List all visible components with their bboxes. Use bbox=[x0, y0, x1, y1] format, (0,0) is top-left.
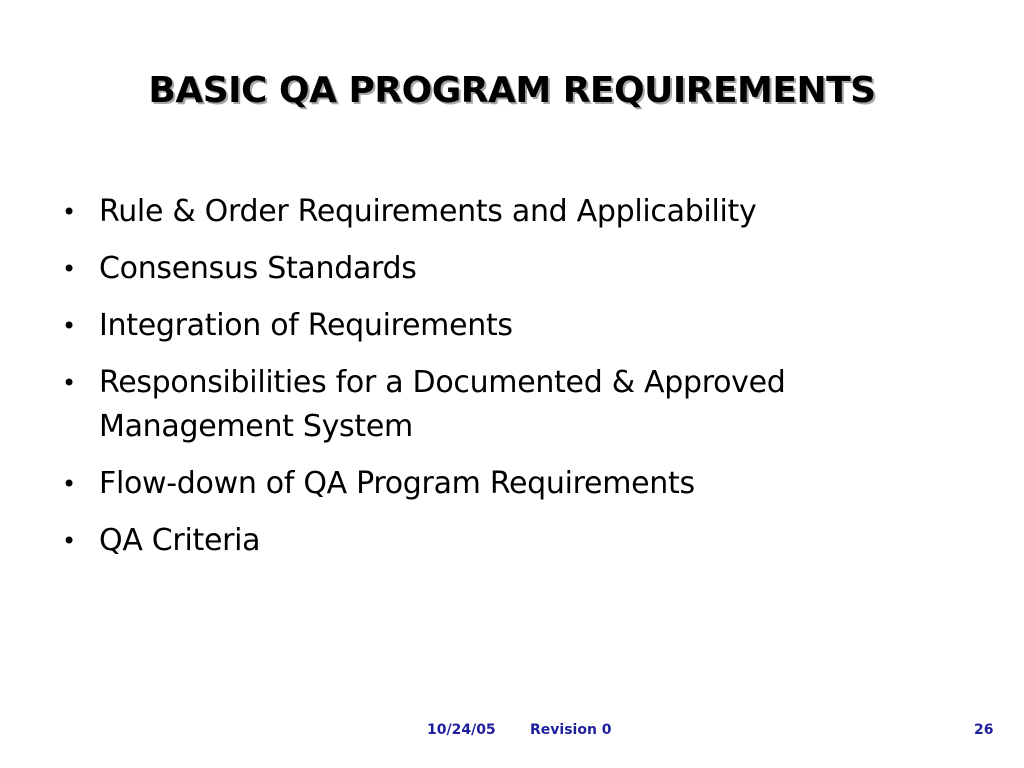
footer-page-number: 26 bbox=[974, 722, 994, 738]
slide-title: BASIC QA PROGRAM REQUIREMENTS bbox=[148, 70, 876, 111]
bullet-icon: • bbox=[62, 312, 76, 340]
bullet-icon: • bbox=[62, 470, 76, 498]
list-item bbox=[62, 462, 962, 506]
bullet-text: Responsibilities for a Documented & Approved Management System bbox=[99, 365, 786, 444]
list-item bbox=[62, 190, 962, 234]
bullet-icon: • bbox=[62, 527, 76, 555]
list-item bbox=[62, 519, 962, 563]
bullet-text: Integration of Requirements bbox=[99, 308, 513, 343]
bullet-text: QA Criteria bbox=[99, 523, 261, 558]
footer-revision: Revision 0 bbox=[530, 722, 612, 738]
bullet-icon: • bbox=[62, 255, 76, 283]
bullet-text: Flow-down of QA Program Requirements bbox=[99, 466, 695, 501]
bullet-text: Consensus Standards bbox=[99, 251, 417, 286]
bullet-list bbox=[62, 190, 962, 576]
list-item bbox=[62, 247, 962, 291]
list-item bbox=[62, 304, 962, 348]
bullet-text: Rule & Order Requirements and Applicability bbox=[99, 194, 757, 229]
bullet-icon: • bbox=[62, 369, 76, 397]
list-item bbox=[62, 361, 962, 449]
bullet-icon: • bbox=[62, 198, 76, 226]
footer-date: 10/24/05 bbox=[427, 722, 496, 738]
